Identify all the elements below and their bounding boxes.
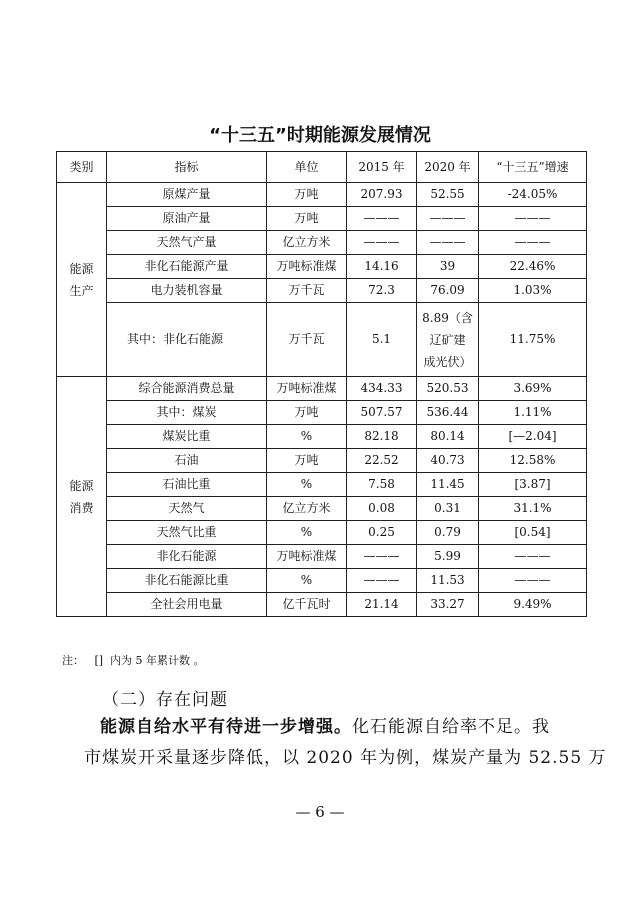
cell-growth: 1.03% [479,279,587,303]
cell-y2015: 0.08 [347,497,417,521]
cell-growth: 22.46% [479,255,587,279]
category-text: 生产 [69,283,94,298]
cell-unit: 亿立方米 [267,231,347,255]
cell-unit: 万吨标准煤 [267,545,347,569]
paragraph-bold-lead: 能源自给水平有待进一步增强。 [100,717,352,737]
cell-y2020: 5.99 [417,545,479,569]
table-row [57,255,587,279]
cell-y2015: ——— [347,569,417,593]
table-row [57,545,587,569]
table-row [57,183,587,207]
cell-y2015: 7.58 [347,473,417,497]
header-indicator: 指标 [107,152,267,183]
cell-unit: 万吨 [267,207,347,231]
table-row [57,497,587,521]
cell-y2020: 0.31 [417,497,479,521]
cell-indicator: 非化石能源产量 [107,255,267,279]
cell-growth: 12.58% [479,449,587,473]
header-unit: 单位 [267,152,347,183]
page-number: — 6 — [295,803,345,821]
cell-y2020: ——— [417,207,479,231]
table-row [57,401,587,425]
cell-growth: [3.87] [479,473,587,497]
cell-indicator: 天然气 [107,497,267,521]
header-2020: 2020 年 [417,152,479,183]
cell-line: 成光伏） [423,354,472,369]
cell-unit: 亿千瓦时 [267,593,347,617]
cell-unit: % [267,569,347,593]
category-cell-consumption [57,377,107,617]
cell-y2015: ——— [347,207,417,231]
cell-growth: ——— [479,207,587,231]
cell-unit: 万千瓦 [267,303,347,377]
cell-growth: ——— [479,231,587,255]
cell-indicator: 非化石能源 [107,545,267,569]
cell-indicator: 其中：非化石能源 [107,303,267,377]
cell-y2015: ——— [347,545,417,569]
cell-indicator: 石油 [107,449,267,473]
table-row [57,303,587,377]
cell-indicator: 天然气产量 [107,231,267,255]
table-row [57,521,587,545]
cell-unit: 万吨 [267,449,347,473]
paragraph-line-2: 市煤炭开采量逐步降低，以 2020 年为例，煤炭产量为 52.55 万 [84,748,607,768]
cell-growth: 9.49% [479,593,587,617]
cell-line: 8.89（含 [422,310,473,325]
cell-indicator: 石油比重 [107,473,267,497]
table-row [57,425,587,449]
cell-growth: -24.05% [479,183,587,207]
table-row [57,279,587,303]
cell-unit: 亿立方米 [267,497,347,521]
cell-growth: ——— [479,569,587,593]
table-header-row [57,152,587,183]
cell-unit: 万吨标准煤 [267,255,347,279]
table-title: “十三五”时期能源发展情况 [209,125,431,146]
cell-growth: 31.1% [479,497,587,521]
cell-unit: % [267,521,347,545]
cell-growth: [—2.04] [479,425,587,449]
cell-y2015: 207.93 [347,183,417,207]
cell-indicator: 综合能源消费总量 [107,377,267,401]
cell-y2020: 11.45 [417,473,479,497]
energy-table [56,151,587,617]
cell-indicator: 全社会用电量 [107,593,267,617]
cell-y2015: 21.14 [347,593,417,617]
cell-y2020: ——— [417,231,479,255]
cell-y2015: 22.52 [347,449,417,473]
cell-y2020: 0.79 [417,521,479,545]
table-row [57,207,587,231]
cell-y2015: 434.33 [347,377,417,401]
cell-y2020: 39 [417,255,479,279]
cell-unit: % [267,473,347,497]
cell-unit: 万千瓦 [267,279,347,303]
cell-line: 辽矿建 [429,332,466,347]
header-2015: 2015 年 [347,152,417,183]
cell-growth: 11.75% [479,303,587,377]
cell-indicator: 电力装机容量 [107,279,267,303]
cell-indicator: 其中：煤炭 [107,401,267,425]
table-row [57,593,587,617]
category-text: 消费 [69,500,94,515]
cell-y2020: 11.53 [417,569,479,593]
cell-y2015: 0.25 [347,521,417,545]
cell-y2020: 536.44 [417,401,479,425]
cell-y2020: 33.27 [417,593,479,617]
table-row [57,377,587,401]
table-note: 注： [] 内为 5 年累计数 。 [62,654,205,667]
cell-unit: 万吨标准煤 [267,377,347,401]
cell-y2015: ——— [347,231,417,255]
paragraph-line-1 [100,712,600,737]
table-row [57,569,587,593]
cell-y2020: 40.73 [417,449,479,473]
cell-growth: 1.11% [479,401,587,425]
cell-y2015: 82.18 [347,425,417,449]
cell-growth: 3.69% [479,377,587,401]
table-body [57,183,587,617]
section-heading: （二）存在问题 [102,690,228,710]
cell-unit: 万吨 [267,183,347,207]
cell-growth: ——— [479,545,587,569]
header-category: 类别 [57,152,107,183]
table-row [57,231,587,255]
cell-indicator: 非化石能源比重 [107,569,267,593]
cell-y2015: 72.3 [347,279,417,303]
cell-indicator: 原油产量 [107,207,267,231]
cell-unit: % [267,425,347,449]
cell-indicator: 天然气比重 [107,521,267,545]
table-row [57,473,587,497]
category-text: 能源 [69,261,94,276]
category-cell-production [57,183,107,377]
cell-growth: [0.54] [479,521,587,545]
cell-y2020 [417,303,479,377]
header-growth: “十三五”增速 [479,152,587,183]
table-row [57,449,587,473]
cell-indicator: 煤炭比重 [107,425,267,449]
cell-y2015: 5.1 [347,303,417,377]
cell-unit: 万吨 [267,401,347,425]
cell-y2015: 14.16 [347,255,417,279]
cell-y2020: 76.09 [417,279,479,303]
cell-indicator: 原煤产量 [107,183,267,207]
cell-y2015: 507.57 [347,401,417,425]
cell-y2020: 52.55 [417,183,479,207]
category-text: 能源 [69,478,94,493]
cell-y2020: 80.14 [417,425,479,449]
cell-y2020: 520.53 [417,377,479,401]
paragraph-line-1-rest: 化石能源自给率不足。我 [352,717,550,737]
